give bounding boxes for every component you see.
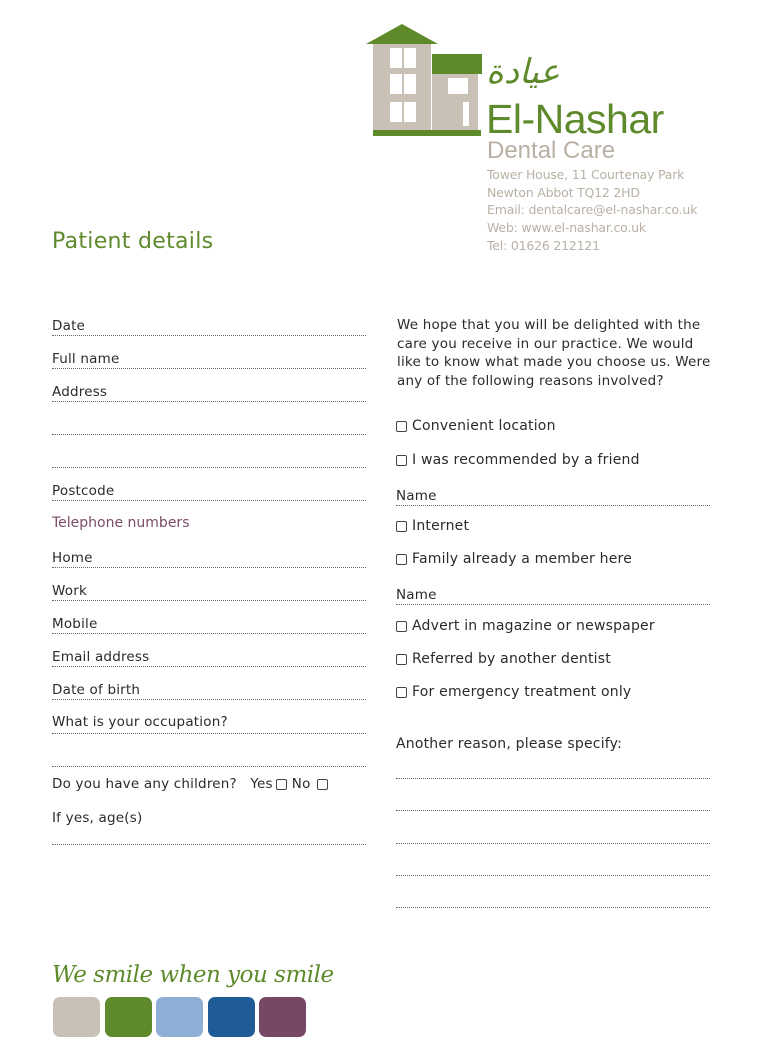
option-family[interactable] bbox=[396, 551, 632, 567]
address-line3-field[interactable] bbox=[52, 447, 366, 468]
tagline: We smile when you smile bbox=[52, 962, 334, 988]
color-swatch bbox=[53, 997, 100, 1037]
another-reason-line1[interactable] bbox=[396, 778, 710, 779]
dob-label: Date of birth bbox=[52, 682, 141, 698]
children-no-label: No bbox=[291, 776, 311, 792]
dentist-checkbox[interactable] bbox=[396, 654, 407, 665]
date-label: Date bbox=[52, 318, 86, 334]
option-location-label: Convenient location bbox=[412, 418, 556, 434]
brand-arabic-wordmark: عيادة bbox=[486, 52, 560, 92]
another-reason-line4[interactable] bbox=[396, 875, 710, 876]
contact-web: Web: www.el-nashar.co.uk bbox=[487, 220, 646, 235]
building-logo-icon bbox=[366, 22, 486, 138]
option-emergency-label: For emergency treatment only bbox=[412, 684, 632, 700]
email-field[interactable] bbox=[52, 646, 366, 667]
option-emergency[interactable] bbox=[396, 684, 631, 700]
friend-checkbox[interactable] bbox=[396, 455, 407, 466]
color-swatch bbox=[208, 997, 255, 1037]
friend-name-label: Name bbox=[396, 488, 437, 504]
children-question bbox=[52, 776, 333, 792]
email-label: Email address bbox=[52, 649, 150, 665]
children-yes-checkbox[interactable] bbox=[276, 779, 287, 790]
contact-address-line1: Tower House, 11 Courtenay Park bbox=[487, 167, 685, 182]
work-label: Work bbox=[52, 583, 87, 599]
ages-field[interactable] bbox=[52, 824, 366, 845]
contact-address-line2: Newton Abbot TQ12 2HD bbox=[487, 185, 640, 200]
option-family-label: Family already a member here bbox=[412, 551, 633, 567]
option-internet-label: Internet bbox=[412, 518, 470, 534]
children-no-checkbox[interactable] bbox=[317, 779, 328, 790]
another-reason-line3[interactable] bbox=[396, 843, 710, 844]
page-title: Patient details bbox=[52, 229, 214, 254]
option-location[interactable] bbox=[396, 418, 556, 434]
contact-tel: Tel: 01626 212121 bbox=[487, 238, 600, 253]
postcode-label: Postcode bbox=[52, 483, 115, 499]
postcode-field[interactable] bbox=[52, 480, 366, 501]
color-swatch bbox=[156, 997, 203, 1037]
ages-label: If yes, age(s) bbox=[52, 810, 143, 826]
friend-name-field[interactable] bbox=[396, 485, 710, 506]
mobile-field[interactable] bbox=[52, 613, 366, 634]
another-reason-label: Another reason, please specify: bbox=[396, 736, 623, 752]
another-reason-line2[interactable] bbox=[396, 810, 710, 811]
family-checkbox[interactable] bbox=[396, 554, 407, 565]
telephone-heading: Telephone numbers bbox=[52, 515, 190, 531]
date-field[interactable] bbox=[52, 315, 366, 336]
color-swatch bbox=[105, 997, 152, 1037]
family-name-field[interactable] bbox=[396, 584, 710, 605]
contact-email: Email: dentalcare@el-nashar.co.uk bbox=[487, 202, 698, 217]
color-swatch bbox=[259, 997, 306, 1037]
internet-checkbox[interactable] bbox=[396, 521, 407, 532]
option-dentist[interactable] bbox=[396, 651, 611, 667]
location-checkbox[interactable] bbox=[396, 421, 407, 432]
mobile-label: Mobile bbox=[52, 616, 98, 632]
intro-paragraph: We hope that you will be delighted with the care you receive in our practice. We would like to know what made you choose us. Were any of the following reasons involved? bbox=[397, 317, 711, 389]
option-friend-label: I was recommended by a friend bbox=[412, 452, 640, 468]
option-friend[interactable] bbox=[396, 452, 640, 468]
brand-subtitle: Dental Care bbox=[487, 137, 616, 164]
dob-field[interactable] bbox=[52, 679, 366, 700]
address-label: Address bbox=[52, 384, 108, 400]
full-name-field[interactable] bbox=[52, 348, 366, 369]
another-reason-line5[interactable] bbox=[396, 907, 710, 908]
advert-checkbox[interactable] bbox=[396, 621, 407, 632]
home-phone-field[interactable] bbox=[52, 547, 366, 568]
home-label: Home bbox=[52, 550, 93, 566]
option-internet[interactable] bbox=[396, 518, 469, 534]
emergency-checkbox[interactable] bbox=[396, 687, 407, 698]
brand-name: El-Nashar bbox=[486, 96, 664, 142]
children-yes-label: Yes bbox=[250, 776, 273, 792]
occupation-field[interactable] bbox=[52, 713, 366, 734]
option-advert[interactable] bbox=[396, 618, 655, 634]
occupation-label: What is your occupation? bbox=[52, 714, 228, 730]
address-field[interactable] bbox=[52, 381, 366, 402]
option-dentist-label: Referred by another dentist bbox=[412, 651, 611, 667]
children-question-text: Do you have any children? bbox=[52, 776, 237, 792]
option-advert-label: Advert in magazine or newspaper bbox=[412, 618, 655, 634]
occupation-line2-field[interactable] bbox=[52, 746, 366, 767]
work-phone-field[interactable] bbox=[52, 580, 366, 601]
address-line2-field[interactable] bbox=[52, 414, 366, 435]
full-name-label: Full name bbox=[52, 351, 120, 367]
family-name-label: Name bbox=[396, 587, 437, 603]
